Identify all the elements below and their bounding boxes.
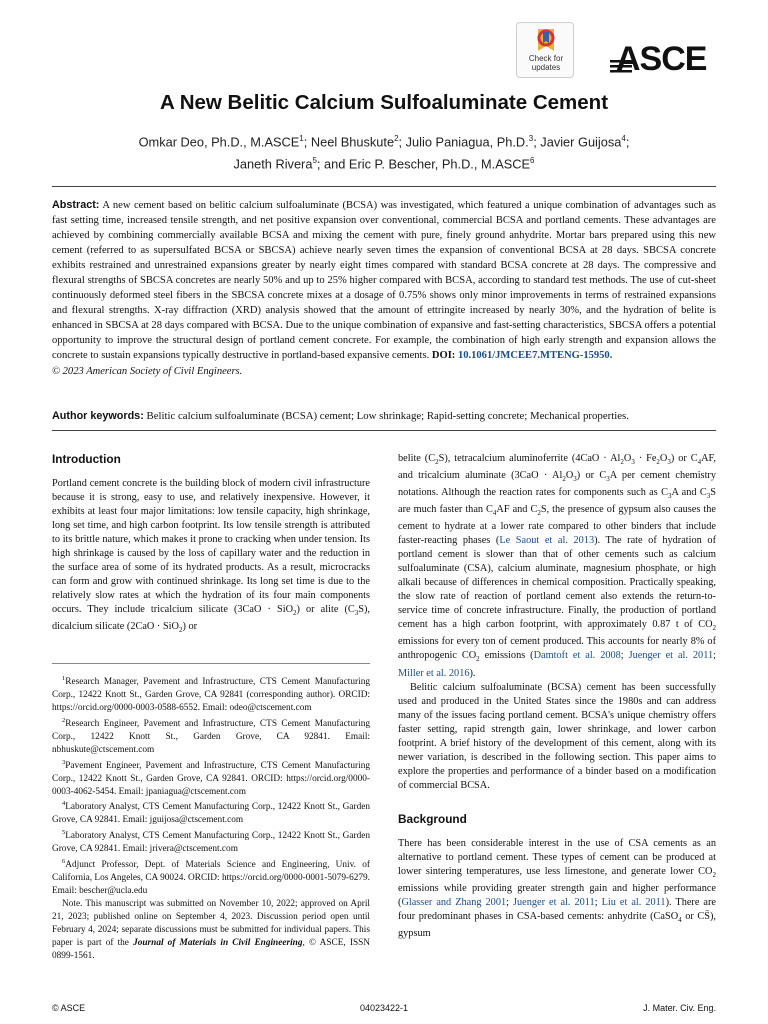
subscript: 3 <box>667 492 672 501</box>
footnote-mark: 2 <box>62 716 66 724</box>
footnote-text: Pavement Engineer, Pavement and Infrastructure, CTS Cement Manufacturing Corp., 12422 Knott St., Garden Grove, CA 92841. ORCID: https://orcid.org/0000-0003-4062-5454. Email: jpaniagua@ctscement.com <box>52 760 370 797</box>
keywords-body: Belitic calcium sulfoaluminate (BCSA) cement; Low shrinkage; Rapid-setting concrete; Mechanical properties. <box>143 410 629 422</box>
author-paniagua: ; Julio Paniagua, Ph.D. <box>398 134 529 150</box>
subscript: 4 <box>492 509 497 518</box>
abstract-body: A new cement based on belitic calcium sulfoaluminate (BCSA) was investigated, which featured a unique combination of advantages such as fast setting time, increased tensile strength, and net positive expansion over conventional, commercial BCSA and portland cements. These advantages are achieved by combining commercially available BCSA and mixing the cement with pure, finely ground anhydrite. Mortar bars prepared using this new cement (referred to as supersulfated BCSA or SBCSA) achieve nearly seven times the expansion of conventional BCSA at 28 days. SBCSA concrete exhibits restrained and unrestrained expansions greater by nearly eight times compared with standard BCSA concrete at 28 days. The compressive and flexural strengths of SBCSA concretes are nearly 50% and up to 25% higher compared with BCSA, according to standard test methods. The use of cut-sheet continuously deformed steel fibers in the SBCSA concrete mixes at a dosage of 0.75% shows only minor improvements in terms of restrained expansions and flexural strengths. X-ray diffraction (XRD) analysis showed that the amount of ettringite increased by nearly 30%, and the hydration of belite is enhanced in SBCSA at 28 days compared with BCSA. Due to the unique combination of expansive and fast-setting characteristics, SBCSA offers a potential opportunity to improve the structural design of portland cement concrete. For example, the combination of high early strength and expansion allows the concrete to sustain expansions typically destructive in portland-based expansive cements. <box>52 200 716 362</box>
journal-name: Journal of Materials in Civil Engineering <box>133 937 303 948</box>
citation-link[interactable]: Glasser and Zhang 2001 <box>401 896 507 908</box>
doi-label: DOI: <box>431 350 456 362</box>
footer-copyright: © ASCE <box>52 1003 86 1013</box>
text-run: · Fe <box>634 453 657 464</box>
subscript: 2 <box>656 458 660 467</box>
footnote-mark: 5 <box>62 829 66 837</box>
background-paragraph <box>398 837 716 941</box>
subscript: 2 <box>620 458 624 467</box>
citation-link[interactable]: Juenger et al. 2011 <box>513 896 595 908</box>
citation-link[interactable]: Damtoft et al. 2008 <box>533 650 621 662</box>
citation-link[interactable]: Le Saout et al. 2013 <box>499 535 595 547</box>
subscript: 3 <box>667 458 671 467</box>
text-run: A per cement chemistry notations. Although the reaction rates for components such as C <box>398 470 717 499</box>
subscript: 2 <box>712 624 716 633</box>
footnote-5 <box>52 827 370 856</box>
footer-journal: J. Mater. Civ. Eng. <box>643 1003 716 1013</box>
text-run: emissions for every ton of cement produced. This accounts for nearly 8% of anthropogenic CO <box>398 636 716 662</box>
intro-paragraph-2: Belitic calcium sulfoaluminate (BCSA) cement has been successfully used and produced in the United States since the 1980s and can address many of the issues facing portland cement. BCSA's unique chemistry offers faster setting, rapid strength gain, lower shrinkage, and lower carbon footprint. A brief history of the development of this cement, along with its newer variation, is described in the following section. This paper aims to explore the properties and performance of a binder based on a modification of commercial BCSA. <box>398 681 716 791</box>
abstract <box>52 198 716 379</box>
section-heading-introduction: Introduction <box>52 452 121 466</box>
text-run: ). <box>469 667 476 679</box>
separator: ; <box>713 650 716 662</box>
asce-logo <box>610 42 720 82</box>
author-keywords <box>52 409 716 424</box>
asce-logo-text: ASCE <box>616 40 707 78</box>
issn-text: , © ASCE, ISSN 0899-1561. <box>52 937 371 961</box>
text-run: A and C <box>671 487 707 499</box>
text-run: Portland cement concrete is the building block of modern civil infrastructure because it is strong, easy to use, and relatively inexpensive. However, it exhibits at least four major limitations: low tensile capacity, high shrinkage, long set time, and high carbon footprint. Its low tensile strength is attributed to its brittle nature, which makes it prone to cracking when under tension. Its high shrinkage is caused by the loss of capillary water and the reduction in the surface area of some of its hydrated products. As a result, microcracks can form and grow with continued shrinkage. Its long set time is due to the relatively slow rates at which the hydration of its four main components occurs. They include tricalcium silicate (3CaO · SiO <box>52 478 370 616</box>
subscript: 3 <box>354 609 359 618</box>
text-run: ) or C <box>670 453 698 464</box>
citation-link[interactable]: Miller et al. 2016 <box>398 667 470 679</box>
subscript: 2 <box>537 509 541 518</box>
author-deo: Omkar Deo, Ph.D., M.ASCE <box>138 134 300 150</box>
author-line-2 <box>60 151 708 173</box>
footnote-text: Laboratory Analyst, CTS Cement Manufacturing Corp., 12422 Knott St., Garden Grove, CA 92841. Email: jguijosa@ctscement.com <box>52 802 370 826</box>
affil-mark: 4 <box>621 134 626 143</box>
left-column <box>52 452 370 637</box>
text-run: O <box>565 470 574 482</box>
separator: ; <box>506 896 513 908</box>
footnote-text: Research Manager, Pavement and Infrastructure, CTS Cement Manufacturing Corp., 12422 Knott St., Garden Grove, CA 92841 (corresponding author). ORCID: https://orcid.org/0000-0003-0588-6552. Email: odeo@ctscement.com <box>52 677 370 713</box>
text-run: or CS̄), gypsum <box>398 910 716 939</box>
doi-link[interactable]: 10.1061/JMCEE7.MTENG-15950. <box>457 350 613 362</box>
author-bescher: ; and Eric P. Bescher, Ph.D., M.ASCE <box>316 156 531 172</box>
footnote-2 <box>52 715 370 757</box>
affil-mark: 2 <box>394 134 399 143</box>
footnote-4 <box>52 798 370 827</box>
footnotes <box>52 673 370 963</box>
author-rivera: Janeth Rivera <box>233 156 313 172</box>
badge-label <box>517 54 575 72</box>
citation-link[interactable]: Juenger et al. 2011 <box>628 650 714 662</box>
affil-mark: 6 <box>530 156 535 166</box>
text-run: O <box>659 453 668 464</box>
abstract-label: Abstract: <box>52 199 100 211</box>
subscript: 3 <box>631 458 635 467</box>
divider <box>52 186 716 187</box>
author-list <box>60 129 708 174</box>
footer-article-number: 04023422-1 <box>359 1003 409 1013</box>
subscript: 2 <box>435 458 439 467</box>
footnote-text: Adjunct Professor, Dept. of Materials Science and Engineering, Univ. of California, Los Angeles, CA 90024. ORCID: https://orcid.org/0000-0001-5079-6279. Email: bescher@ucla.edu <box>52 860 370 897</box>
text-run: S), tetracalcium aluminoferrite (4CaO · Al <box>438 453 621 464</box>
text-run: S are much faster than C <box>398 487 716 516</box>
footnote-text: Research Engineer, Pavement and Infrastructure, CTS Cement Manufacturing Corp., 12422 Knott St., Garden Grove, CA 92841. Email: nbhuskute@ctscement.com <box>52 718 370 755</box>
divider <box>52 430 716 431</box>
footnote-mark: 6 <box>62 858 66 866</box>
footnote-text: Laboratory Analyst, CTS Cement Manufacturing Corp., 12422 Knott St., Garden Grove, CA 92841. Email: jrivera@ctscement.com <box>52 831 370 855</box>
submission-note <box>52 898 370 963</box>
text-run: AF and C <box>496 504 538 516</box>
separator: ; <box>625 134 630 150</box>
author-bhuskute: ; Neel Bhuskute <box>303 134 395 150</box>
text-run: ) or alite (C <box>296 604 355 616</box>
subscript: 3 <box>573 475 577 484</box>
author-line-1 <box>60 129 708 151</box>
text-run: O <box>623 453 632 464</box>
subscript: 4 <box>678 915 682 924</box>
subscript: 2 <box>178 626 183 635</box>
separator: ; <box>620 650 629 662</box>
note-text: Note. This manuscript was submitted on November 10, 2022; approved on April 21, 2023; published online on September 4, 2023. Discussion period open until February 4, 2024; separate discussions must be submitted for individual papers. This paper is part of the <box>52 899 370 948</box>
subscript: 2 <box>562 475 566 484</box>
badge-line2: updates <box>531 63 561 72</box>
affil-mark: 3 <box>528 134 534 143</box>
text-run: ) or <box>182 621 198 633</box>
intro-paragraph <box>52 477 370 637</box>
author-guijosa: ; Javier Guijosa <box>533 134 622 150</box>
footnote-divider <box>52 663 370 664</box>
check-for-updates-badge[interactable] <box>516 22 574 78</box>
bookmark-ring-icon <box>535 27 557 53</box>
text-run: S, the presence of gypsum also causes the cement to hydrate at a lower rate compared to other binders that include faster-reacting phases ( <box>398 504 716 547</box>
text-run: ). The rate of hydration of portland cement is slower than that of other cements such as calcium sulfoaluminate (CSA), calcium aluminate, magnesium phosphate, or high alkali because of differences in chemical composition. Practically speaking, the slow rate of reaction of portland cement also extends the return-to-service time of concrete infrastructure. Finally, the production of portland cement has a high carbon footprint, with approximately 0.87 t of CO <box>398 535 716 631</box>
citation-link[interactable]: Liu et al. 2011 <box>601 896 666 908</box>
intro-continued-paragraph <box>398 452 716 681</box>
text-run: emissions while providing greater strength gain and higher performance ( <box>398 882 716 908</box>
affil-mark: 1 <box>299 134 304 143</box>
text-run: S), dicalcium silicate (2CaO · SiO <box>52 604 371 633</box>
text-run: ) or C <box>576 470 607 482</box>
text-run: emissions ( <box>479 650 534 662</box>
text-run: belite (C <box>398 453 436 464</box>
subscript: 3 <box>606 475 610 484</box>
subscript: 2 <box>712 870 716 879</box>
subscript: 2 <box>293 609 297 618</box>
right-column <box>398 452 716 941</box>
paper-title: A New Belitic Calcium Sulfoaluminate Cement <box>159 91 609 114</box>
separator: ; <box>594 896 602 908</box>
subscript: 3 <box>706 492 711 501</box>
section-heading-background: Background <box>398 811 467 826</box>
footnote-6 <box>52 856 370 898</box>
copyright-notice: © 2023 American Society of Civil Engineers. <box>52 365 243 377</box>
footnote-mark: 4 <box>62 800 66 808</box>
subscript: 4 <box>697 458 702 467</box>
footnote-mark: 1 <box>62 675 66 682</box>
footnote-3 <box>52 757 370 799</box>
affil-mark: 5 <box>312 156 317 166</box>
subscript: 2 <box>476 655 480 664</box>
footnote-mark: 3 <box>62 758 66 766</box>
badge-line1: Check for <box>528 54 564 63</box>
text-run: AF, and tricalcium aluminate (3CaO · Al <box>398 453 716 482</box>
text-run: There has been considerable interest in the use of CSA cements as an alternative to portland cement. These types of cement can be produced at lower sintering temperatures, use less limestone, and generate lower CO <box>398 837 716 877</box>
keywords-label: Author keywords: <box>52 410 144 422</box>
text-run: ). There are four predominant phases in CSA-based cements: anhydrite (CaSO <box>398 896 716 922</box>
footnote-1 <box>52 673 370 715</box>
